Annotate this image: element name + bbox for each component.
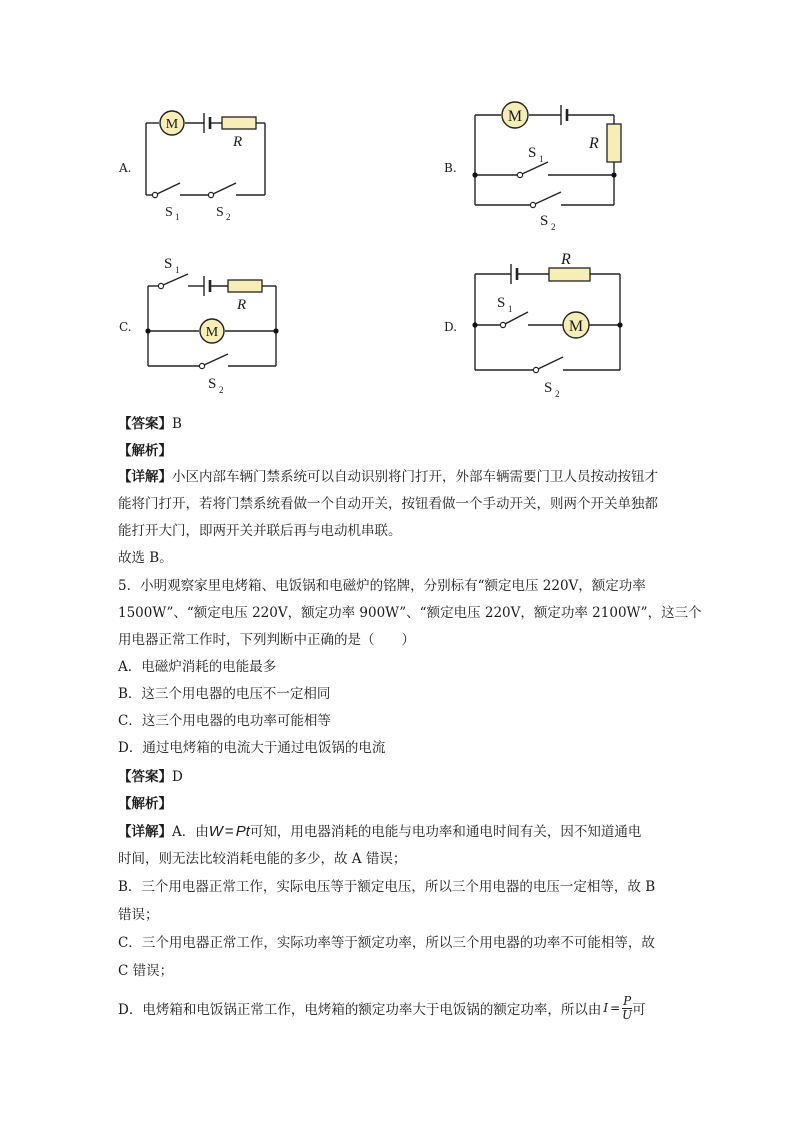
svg-text:R: R bbox=[561, 251, 571, 268]
svg-text:M: M bbox=[205, 325, 219, 340]
option-a-letter: A. bbox=[119, 161, 132, 175]
resistor-label: R bbox=[233, 134, 243, 150]
q5-detail-a-line-1: 【详解】A．由W = Pt可知，用电器消耗的电能与电功率和通电时间有关，因不知道通电 bbox=[118, 823, 642, 840]
q5-detail-d-line-1: D．电烤箱和电饭锅正常工作，电烤箱的额定功率大于电饭锅的额定功率，所以由 I = $\frac{P}{U}$ 可 bbox=[118, 994, 646, 1022]
svg-text:2: 2 bbox=[551, 222, 556, 232]
switch-s2-label: S bbox=[208, 376, 217, 392]
option-c-letter: C. bbox=[119, 320, 132, 334]
svg-text:R: R bbox=[589, 135, 599, 152]
svg-text:1: 1 bbox=[175, 265, 180, 275]
switch-s2-label: S bbox=[540, 213, 549, 229]
q5-answer: 【答案】D bbox=[118, 769, 183, 785]
svg-text:1: 1 bbox=[508, 304, 513, 314]
svg-text:1: 1 bbox=[539, 154, 544, 164]
switch-s1-label: S bbox=[164, 256, 173, 272]
q5-detail-b-line-1: B．三个用电器正常工作，实际电压等于额定电压，所以三个用电器的电压一定相等，故 B bbox=[118, 879, 656, 895]
q4-answer bbox=[118, 414, 688, 434]
q4-detail-line-1: 【详解】小区内部车辆门禁系统可以自动识别将门打开，外部车辆需要门卫人员按动按钮才 bbox=[118, 469, 658, 485]
q5-stem-line-1: 5．小明观察家里电烤箱、电饭锅和电磁炉的铭牌，分别标有“额定电压 220V，额定功率 bbox=[118, 578, 646, 594]
motor-label: M bbox=[165, 117, 179, 132]
resistor-icon bbox=[549, 268, 590, 281]
switch-s2-label: S bbox=[544, 380, 553, 396]
svg-text:R: R bbox=[237, 297, 247, 313]
q4-conclusion: 故选 B。 bbox=[118, 550, 173, 566]
switch-s1-label: S bbox=[497, 295, 506, 311]
q4-detail-line-2: 能将门打开，若将门禁系统看做一个自动开关，按钮看做一个手动开关，则两个开关单独都 bbox=[118, 496, 658, 512]
q5-detail-b-line-2: 错误； bbox=[118, 907, 159, 923]
q5-detail-a-line-2: 时间，则无法比较消耗电能的多少，故 A 错误； bbox=[118, 851, 407, 867]
q4-detail-line-3: 能打开大门，即两开关并联后再与电动机串联。 bbox=[118, 523, 402, 539]
q4-analysis-tag: 【解析】 bbox=[118, 443, 172, 459]
switch-s2-label: S bbox=[216, 205, 224, 220]
formula-w-pt: W = Pt bbox=[208, 823, 250, 840]
formula-i-p-over-u: I = $\frac{P}{U}$ bbox=[603, 994, 633, 1022]
svg-text:M: M bbox=[568, 318, 584, 335]
option-b-letter: B. bbox=[444, 161, 457, 175]
answer-value: B bbox=[172, 416, 182, 432]
switch-s1-label: S bbox=[165, 205, 173, 220]
q5-option-d: D．通过电烤箱的电流大于通过电饭锅的电流 bbox=[118, 740, 386, 756]
option-d-letter: D. bbox=[444, 320, 458, 334]
q5-option-b: B．这三个用电器的电压不一定相同 bbox=[118, 686, 331, 702]
q5-option-c: C．这三个用电器的电功率可能相等 bbox=[118, 713, 331, 729]
answer-tag: 【答案】 bbox=[118, 416, 172, 432]
svg-text:2: 2 bbox=[219, 385, 224, 395]
switch-s1-label: S bbox=[528, 145, 537, 161]
q5-analysis-tag: 【解析】 bbox=[118, 796, 172, 812]
q5-detail-c-line-1: C．三个用电器正常工作，实际功率等于额定功率，所以三个用电器的功率不可能相等，故 bbox=[118, 935, 655, 951]
q5-option-a: A．电磁炉消耗的电能最多 bbox=[118, 659, 277, 675]
q5-detail-c-line-2: C 错误； bbox=[118, 963, 174, 979]
svg-text:M: M bbox=[507, 108, 523, 125]
svg-text:2: 2 bbox=[226, 212, 231, 222]
q5-stem-line-2: 1500W”、“额定电压 220V，额定功率 900W”、“额定电压 220V，额定功率 2100W”，这三个 bbox=[118, 605, 702, 621]
q5-stem-line-3: 用电器正常工作时，下列判断中正确的是（ ） bbox=[118, 632, 415, 648]
svg-text:1: 1 bbox=[175, 212, 180, 222]
svg-text:2: 2 bbox=[555, 389, 560, 399]
